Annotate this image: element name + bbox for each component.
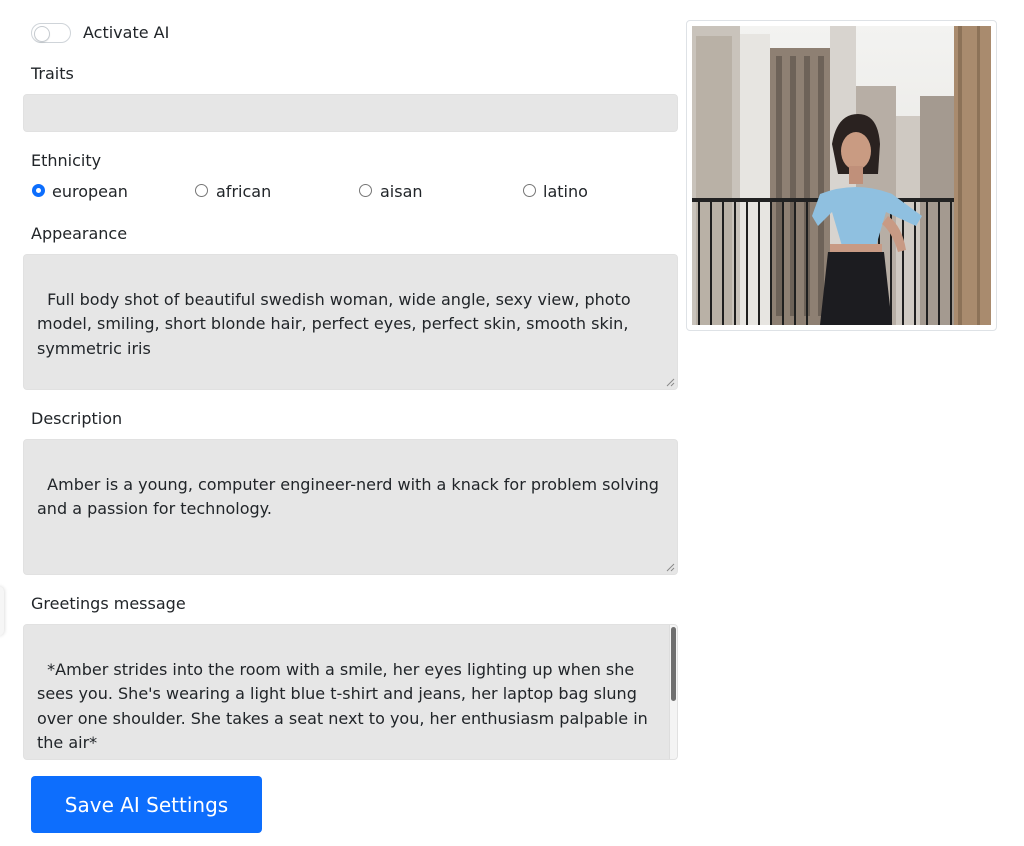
- greetings-scrollbar[interactable]: [669, 625, 677, 759]
- radio-african[interactable]: [195, 184, 208, 197]
- traits-input[interactable]: [23, 94, 678, 132]
- scrollbar-thumb[interactable]: [671, 627, 676, 701]
- radio-european[interactable]: [32, 184, 45, 197]
- resize-handle-icon[interactable]: [666, 563, 675, 572]
- radio-latino-label[interactable]: latino: [543, 182, 588, 201]
- save-ai-settings-button[interactable]: Save AI Settings: [31, 776, 262, 833]
- description-label: Description: [31, 409, 123, 428]
- appearance-label: Appearance: [31, 224, 128, 243]
- appearance-text: Full body shot of beautiful swedish woman, wide angle, sexy view, photo model, smiling, short blonde hair, perfect eyes, perfect skin, smooth skin, symmetric iris: [37, 289, 636, 358]
- description-text: Amber is a young, computer engineer-nerd with a knack for problem solving and a passion for technology.: [37, 474, 665, 518]
- greetings-text: *Amber strides into the room with a smile, her eyes lighting up when she sees you. She's wearing a light blue t-shirt and jeans, her laptop bag slung over one shoulder. She takes a seat next to you, her enthusiasm palpable in the air*: [37, 659, 653, 752]
- radio-european-label[interactable]: european: [52, 182, 128, 201]
- resize-handle-icon[interactable]: [666, 378, 675, 387]
- radio-latino[interactable]: [523, 184, 536, 197]
- toggle-knob: [34, 26, 50, 42]
- activate-ai-label: Activate AI: [83, 23, 170, 42]
- greetings-textarea[interactable]: [23, 624, 678, 760]
- traits-label: Traits: [31, 64, 74, 83]
- ethnicity-label: Ethnicity: [31, 151, 102, 170]
- side-panel-handle[interactable]: [0, 586, 4, 636]
- activate-ai-toggle[interactable]: [31, 23, 71, 43]
- greetings-label: Greetings message: [31, 594, 186, 613]
- radio-aisan[interactable]: [359, 184, 372, 197]
- radio-african-label[interactable]: african: [216, 182, 272, 201]
- appearance-textarea[interactable]: [23, 254, 678, 390]
- character-photo: [692, 26, 991, 325]
- character-image: [686, 20, 997, 331]
- description-textarea[interactable]: [23, 439, 678, 575]
- radio-aisan-label[interactable]: aisan: [380, 182, 423, 201]
